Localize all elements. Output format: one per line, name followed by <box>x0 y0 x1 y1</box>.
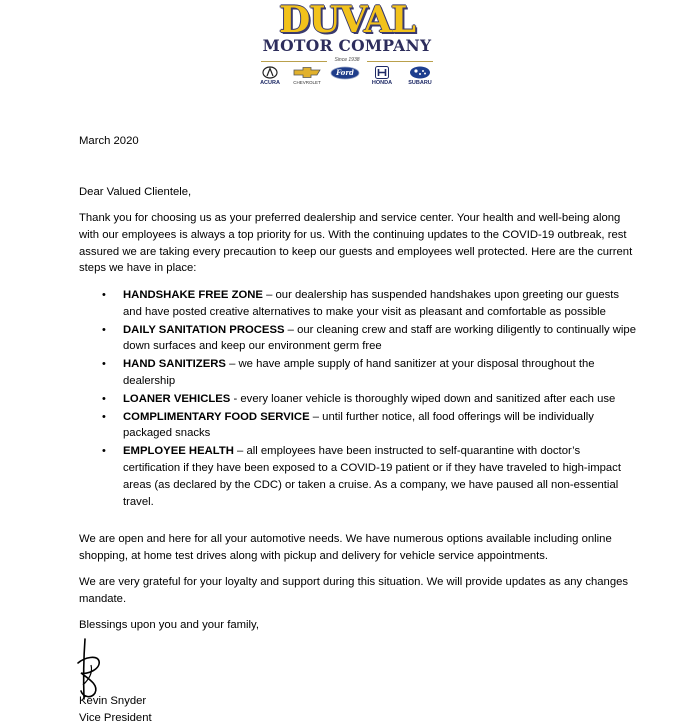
list-item <box>79 356 639 390</box>
safety-steps-list <box>79 287 639 510</box>
step-title: HAND SANITIZERS <box>123 358 226 371</box>
signer-title: Vice President <box>79 712 152 724</box>
step-text: – our cleaning crew and staff are working diligently to continually wipe down surfaces and keep our environment germ free <box>123 323 636 353</box>
list-item <box>79 409 639 443</box>
acura-brand <box>253 66 287 88</box>
chevrolet-bowtie-icon <box>290 66 324 79</box>
step-title: COMPLIMENTARY FOOD SERVICE <box>123 410 310 423</box>
logo-since: Since 1938 <box>327 56 367 65</box>
paragraph-grateful: We are very grateful for your loyalty and support during this situation. We will provide updates as any changes mandate. <box>79 576 629 605</box>
logo-company-name: MOTOR COMPANY <box>262 36 432 55</box>
list-item <box>79 287 639 321</box>
ford-label: Ford <box>336 68 354 77</box>
brand-row <box>253 66 441 88</box>
honda-label: HONDA <box>371 80 393 86</box>
bullet-icon: • <box>102 358 106 371</box>
list-item <box>79 391 639 408</box>
logo-wordmark: DUVAL <box>279 0 415 41</box>
bullet-icon: • <box>102 323 106 336</box>
step-title: HANDSHAKE FREE ZONE <box>123 289 263 301</box>
step-text: - every loaner vehicle is thoroughly wiped down and sanitized after each use <box>230 392 616 405</box>
step-title: DAILY SANITATION PROCESS <box>123 323 285 336</box>
ford-brand <box>328 66 362 88</box>
chevrolet-label: CHEVROLET <box>293 80 321 85</box>
bullet-icon: • <box>102 410 106 423</box>
bullet-icon: • <box>102 392 106 405</box>
honda-brand <box>365 66 399 88</box>
subaru-brand <box>403 66 437 88</box>
list-item <box>79 322 639 356</box>
honda-h-icon <box>365 66 399 79</box>
step-title: LOANER VEHICLES <box>123 392 231 405</box>
letter-closing: Blessings upon you and your family, <box>79 619 260 631</box>
step-text: – until further notice, all food offerings will be individually packaged snacks <box>123 410 594 440</box>
company-logo <box>253 0 441 87</box>
letter-salutation: Dear Valued Clientele, <box>79 186 192 198</box>
list-item <box>79 443 639 510</box>
bullet-icon: • <box>102 289 106 301</box>
subaru-stars-icon <box>403 66 437 79</box>
signer-name: Kevin Snyder <box>79 695 147 707</box>
paragraph-open: We are open and here for all your automotive needs. We have numerous options available including online shopping, at home test drives along with pickup and delivery for vehicle service appointments. <box>79 533 612 562</box>
chevrolet-brand <box>290 66 324 88</box>
step-title: EMPLOYEE HEALTH <box>123 445 234 458</box>
subaru-label: SUBARU <box>408 80 432 86</box>
letter-intro: Thank you for choosing us as your preferred dealership and service center. Your health and well-being along with our employees is always a top priority for us. With the continuing updates to the COVID-19 outbreak, rest assured we are taking every precaution to keep our guests and employees well protected. Here are the current steps we have in place: <box>79 212 633 275</box>
step-text: – all employees have been instructed to self-quarantine with doctor’s certification if they have been exposed to a COVID-19 patient or if they have traveled to high-impact areas (as declared by the CDC) or taken a cruise. As a company, we have paused all non-essential travel. <box>123 445 621 508</box>
step-text: – our dealership has suspended handshakes upon greeting our guests and have posted creative alternatives to make your visit as pleasant and comfortable as possible <box>123 289 620 318</box>
step-text: – we have ample supply of hand sanitizer at your disposal throughout the dealership <box>123 358 595 387</box>
acura-logo-icon <box>253 66 287 79</box>
acura-label: ACURA <box>260 80 280 86</box>
letter-date: March 2020 <box>79 135 139 147</box>
bullet-icon: • <box>102 445 106 458</box>
